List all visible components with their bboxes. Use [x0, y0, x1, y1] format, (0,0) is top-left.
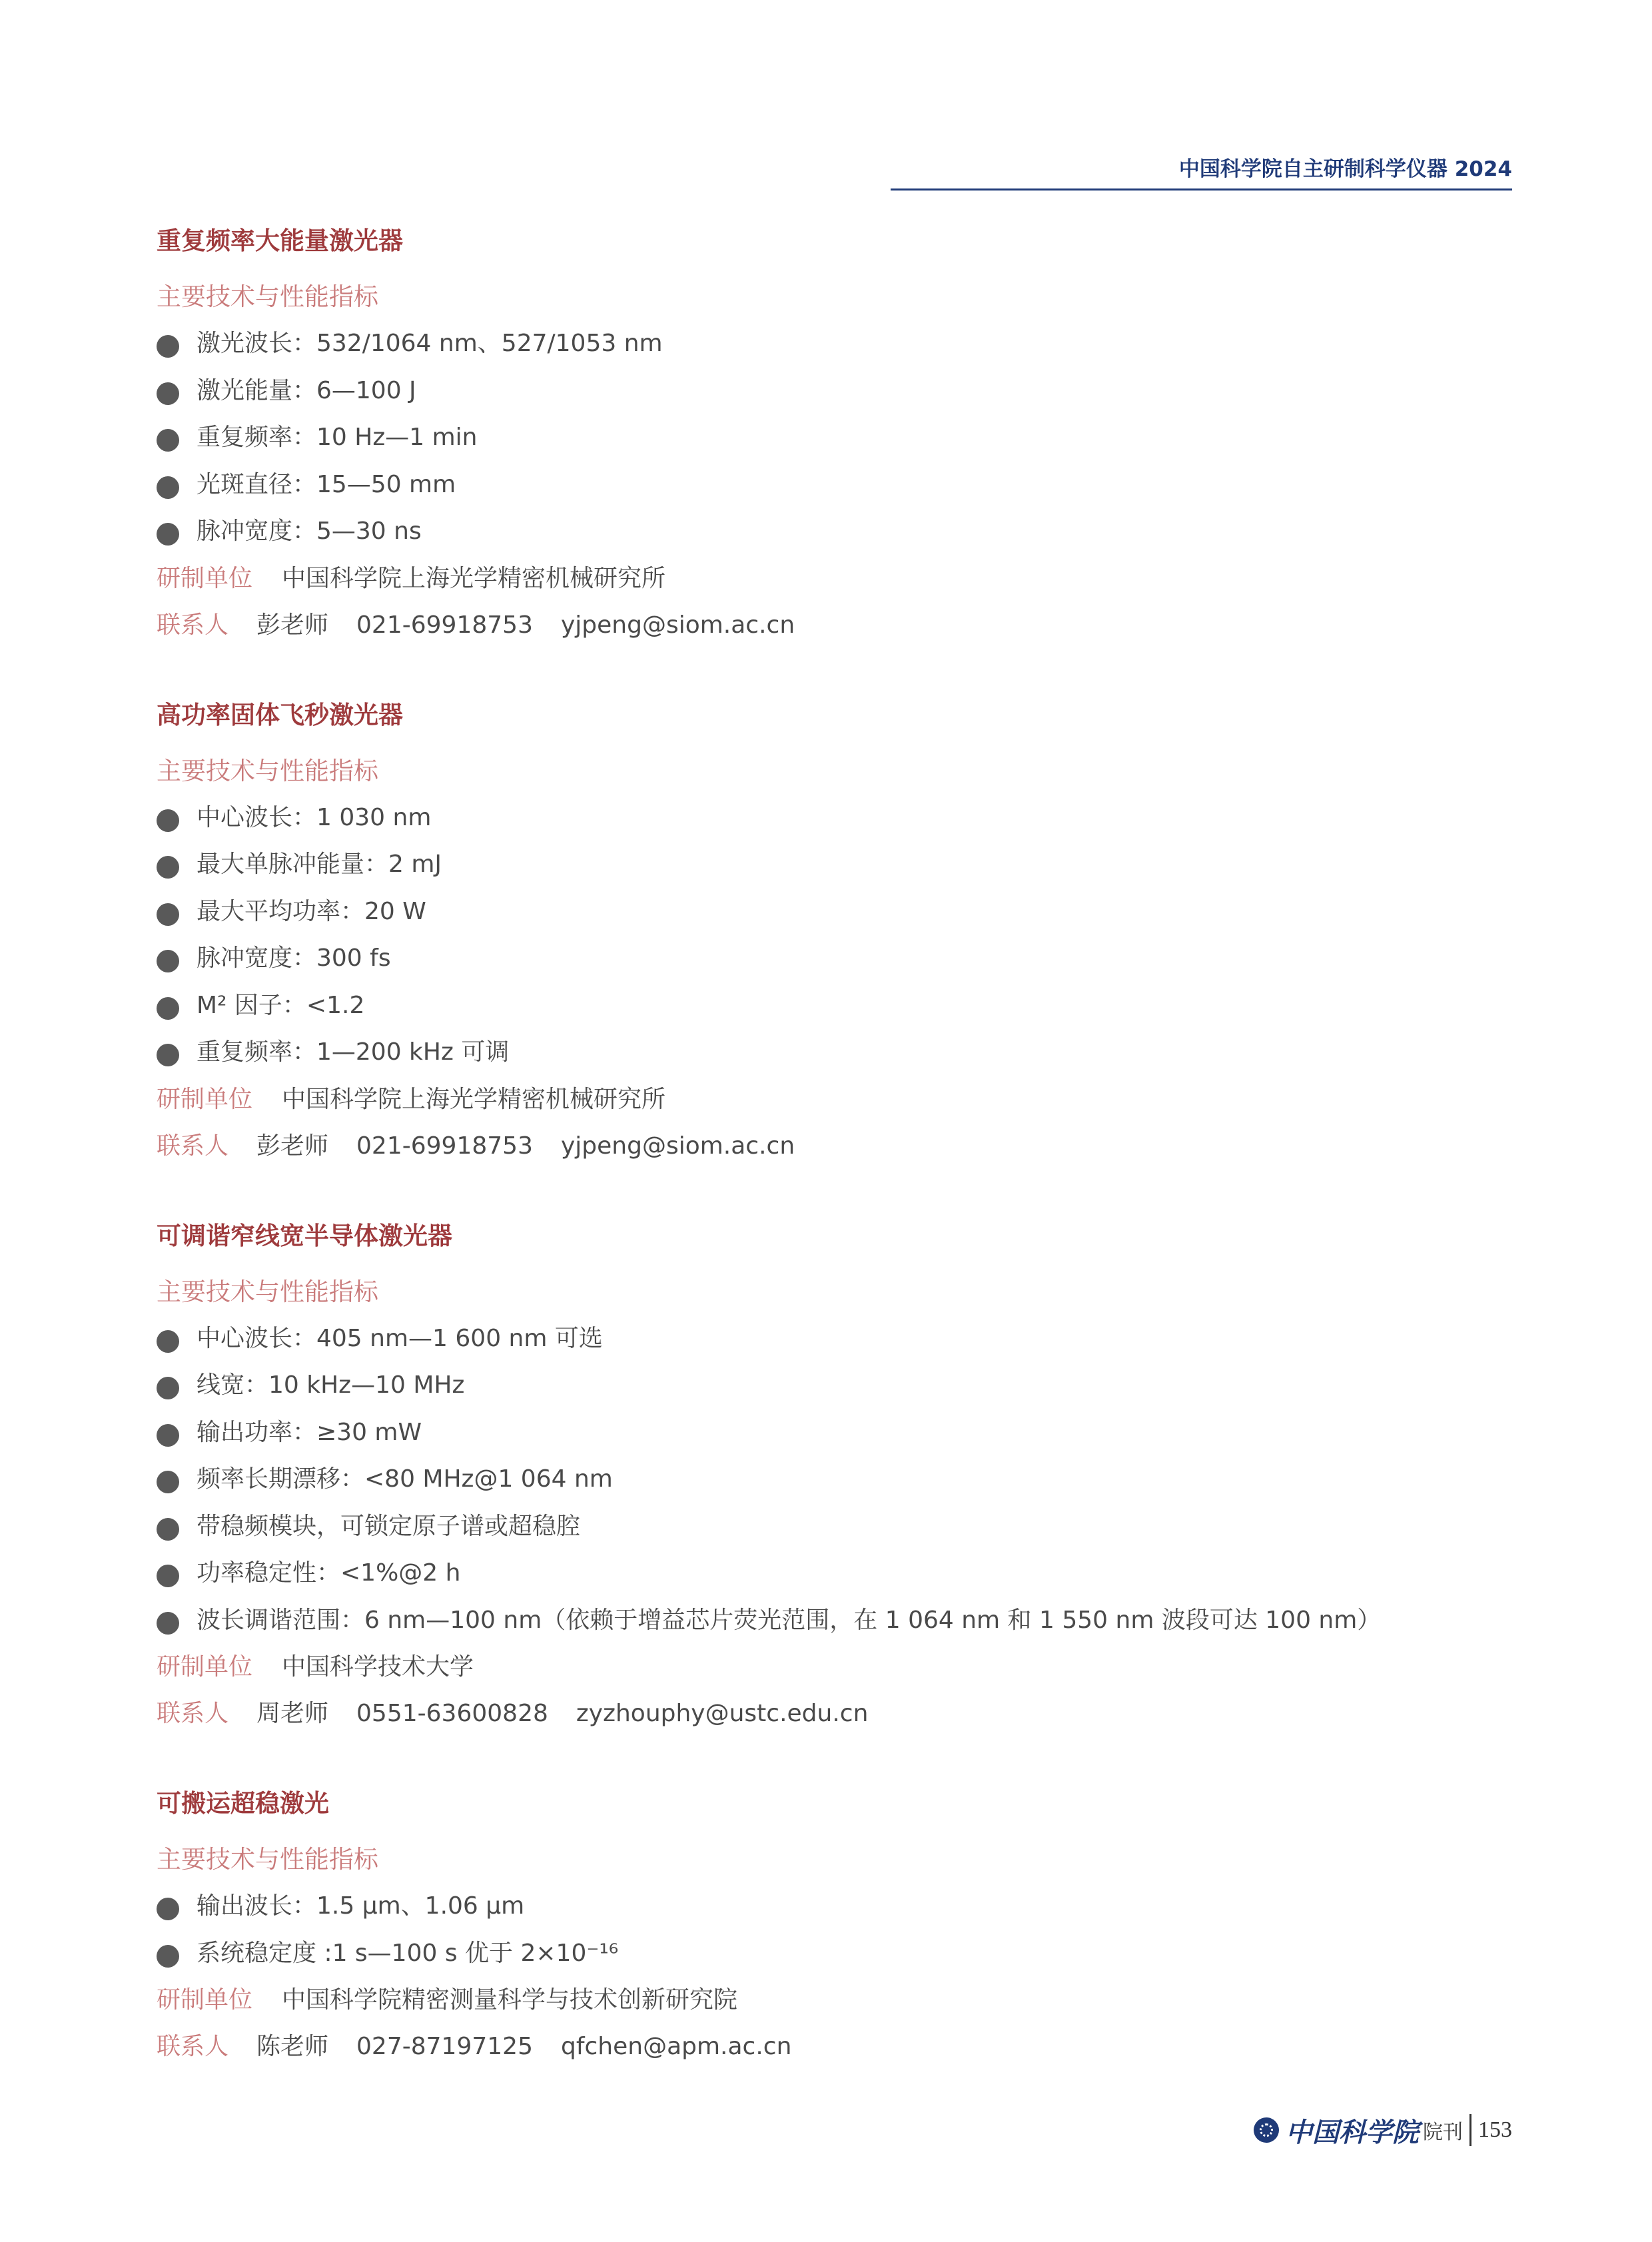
- contact-email[interactable]: zyzhouphy@ustc.edu.cn: [576, 1700, 869, 1727]
- spec-text: 最大单脉冲能量：2 mJ: [197, 851, 442, 878]
- bullet-icon: [157, 335, 179, 358]
- contact-name: 陈老师: [256, 2033, 329, 2060]
- product-section: [157, 222, 1515, 649]
- spec-item: [157, 1456, 1515, 1503]
- section-title: 可搬运超稳激光: [157, 1789, 329, 1818]
- header-rule: [891, 188, 1512, 190]
- footer-org-name: 中国科学院: [1286, 2116, 1419, 2148]
- bullet-icon: [157, 903, 179, 926]
- spec-item: [157, 508, 1515, 556]
- specs-heading: 主要技术与性能指标: [157, 1277, 378, 1306]
- spec-item: [157, 320, 1515, 368]
- unit-label: 研制单位: [157, 1986, 253, 2014]
- contact-phone: 0551-63600828: [356, 1700, 548, 1727]
- spec-item: [157, 1409, 1515, 1457]
- spec-text: 最大平均功率：20 W: [197, 897, 426, 925]
- bullet-icon: [157, 1330, 179, 1353]
- spec-item: [157, 368, 1515, 415]
- footer-journal-name: 院刊: [1423, 2121, 1463, 2144]
- specs-heading: 主要技术与性能指标: [157, 1845, 378, 1874]
- spec-item: [157, 1503, 1515, 1551]
- bullet-icon: [157, 1044, 179, 1066]
- spec-text: 脉冲宽度：300 fs: [197, 944, 391, 972]
- specs-heading: 主要技术与性能指标: [157, 282, 378, 311]
- bullet-icon: [157, 523, 179, 546]
- spec-text: 系统稳定度 :1 s—100 s 优于 2×10⁻¹⁶: [197, 1939, 619, 1967]
- contact-name: 周老师: [256, 1700, 329, 1727]
- spec-item: [157, 414, 1515, 462]
- contact-email[interactable]: yjpeng@siom.ac.cn: [560, 1132, 795, 1160]
- page-content: [157, 222, 1515, 2117]
- spec-text: 输出波长：1.5 μm、1.06 μm: [197, 1892, 525, 1920]
- unit-name: 中国科学院上海光学精密机械研究所: [282, 564, 666, 592]
- spec-item: [157, 935, 1515, 982]
- spec-text: 中心波长：1 030 nm: [197, 803, 432, 831]
- contact-phone: 021-69918753: [356, 611, 533, 639]
- contact-row: [157, 1690, 1515, 1737]
- contact-row: [157, 2024, 1515, 2070]
- spec-list: [157, 1883, 1515, 1977]
- contact-row: [157, 1123, 1515, 1170]
- bullet-icon: [157, 1565, 179, 1587]
- spec-text: 重复频率：1—200 kHz 可调: [197, 1038, 510, 1066]
- cas-logo-icon: [1254, 2117, 1279, 2143]
- product-section: [157, 1784, 1515, 2070]
- bullet-icon: [157, 382, 179, 405]
- unit-name: 中国科学院精密测量科学与技术创新研究院: [282, 1986, 738, 2014]
- spec-item: [157, 889, 1515, 936]
- unit-row: [157, 1644, 1515, 1690]
- contact-name: 彭老师: [256, 611, 329, 639]
- spec-text: M² 因子：<1.2: [197, 991, 365, 1019]
- spec-item: [157, 841, 1515, 889]
- section-title: 可调谐窄线宽半导体激光器: [157, 1221, 452, 1250]
- unit-label: 研制单位: [157, 1085, 253, 1113]
- bullet-icon: [157, 1377, 179, 1399]
- spec-list: [157, 795, 1515, 1076]
- bullet-icon: [157, 856, 179, 879]
- product-section: [157, 1217, 1515, 1738]
- spec-item: [157, 462, 1515, 509]
- unit-name: 中国科学院上海光学精密机械研究所: [282, 1085, 666, 1113]
- contact-email[interactable]: qfchen@apm.ac.cn: [560, 2033, 792, 2060]
- spec-text: 线宽：10 kHz—10 MHz: [197, 1371, 465, 1399]
- spec-item: [157, 1029, 1515, 1076]
- contact-name: 彭老师: [256, 1132, 329, 1160]
- running-title: 中国科学院自主研制科学仪器 2024: [1178, 157, 1512, 181]
- unit-row: [157, 1076, 1515, 1123]
- spec-item: [157, 1930, 1515, 1978]
- contact-label: 联系人: [157, 611, 229, 639]
- spec-text: 重复频率：10 Hz—1 min: [197, 424, 478, 451]
- spec-text: 脉冲宽度：5—30 ns: [197, 518, 422, 545]
- bullet-icon: [157, 1898, 179, 1920]
- bullet-icon: [157, 429, 179, 452]
- spec-text: 功率稳定性：<1%@2 h: [197, 1559, 461, 1587]
- bullet-icon: [157, 1424, 179, 1447]
- contact-row: [157, 602, 1515, 649]
- spec-item: [157, 1362, 1515, 1409]
- bullet-icon: [157, 809, 179, 832]
- bullet-icon: [157, 997, 179, 1020]
- contact-email[interactable]: yjpeng@siom.ac.cn: [560, 611, 795, 639]
- section-title: 重复频率大能量激光器: [157, 226, 403, 255]
- bullet-icon: [157, 950, 179, 972]
- bullet-icon: [157, 1518, 179, 1541]
- spec-item: [157, 1597, 1515, 1645]
- spec-item: [157, 795, 1515, 842]
- unit-label: 研制单位: [157, 1653, 253, 1681]
- spec-text: 带稳频模块，可锁定原子谱或超稳腔: [197, 1512, 581, 1540]
- spec-text: 频率长期漂移：<80 MHz@1 064 nm: [197, 1465, 613, 1493]
- bullet-icon: [157, 1612, 179, 1635]
- specs-heading: 主要技术与性能指标: [157, 756, 378, 785]
- contact-label: 联系人: [157, 1132, 229, 1160]
- spec-text: 波长调谐范围：6 nm—100 nm（依赖于增益芯片荧光范围，在 1 064 nm 和 1 550 nm 波段可达 100 nm）: [197, 1606, 1382, 1634]
- unit-name: 中国科学技术大学: [282, 1653, 474, 1681]
- contact-phone: 021-69918753: [356, 1132, 533, 1160]
- bullet-icon: [157, 1945, 179, 1968]
- section-title: 高功率固体飞秒激光器: [157, 700, 403, 729]
- spec-list: [157, 1315, 1515, 1645]
- spec-text: 激光波长：532/1064 nm、527/1053 nm: [197, 330, 663, 357]
- bullet-icon: [157, 476, 179, 499]
- contact-label: 联系人: [157, 1700, 229, 1727]
- spec-text: 激光能量：6—100 J: [197, 376, 416, 404]
- spec-item: [157, 1883, 1515, 1930]
- product-section: [157, 696, 1515, 1170]
- bullet-icon: [157, 1471, 179, 1493]
- spec-text: 中心波长：405 nm—1 600 nm 可选: [197, 1324, 603, 1352]
- spec-item: [157, 982, 1515, 1030]
- spec-text: 光斑直径：15—50 mm: [197, 470, 456, 498]
- unit-row: [157, 1977, 1515, 2024]
- page-number: 153: [1478, 2117, 1512, 2142]
- spec-text: 输出功率：≥30 mW: [197, 1418, 422, 1446]
- page-footer: [1254, 2111, 1512, 2149]
- unit-row: [157, 556, 1515, 602]
- spec-item: [157, 1315, 1515, 1363]
- contact-phone: 027-87197125: [356, 2033, 533, 2060]
- unit-label: 研制单位: [157, 564, 253, 592]
- spec-list: [157, 320, 1515, 556]
- contact-label: 联系人: [157, 2033, 229, 2060]
- spec-item: [157, 1550, 1515, 1597]
- footer-divider: [1469, 2114, 1471, 2146]
